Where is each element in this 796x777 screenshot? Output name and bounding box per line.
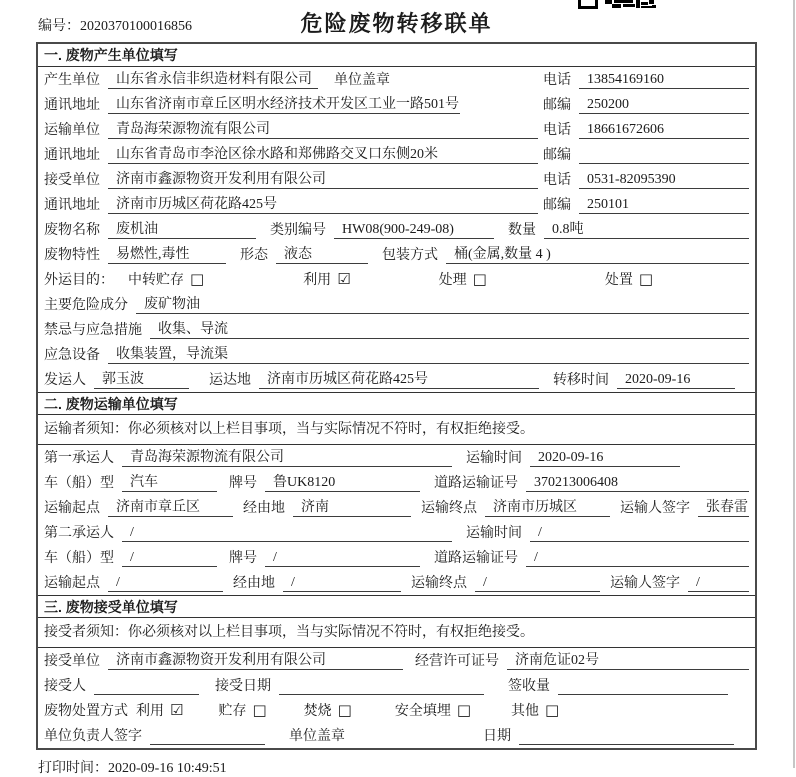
disposal-method-row xyxy=(38,698,755,723)
sign-date-label: 日期 xyxy=(483,729,511,744)
plate1-value: 鲁UK8120 xyxy=(265,471,420,492)
transporter-phone-value: 18661672606 xyxy=(579,122,749,139)
document-header xyxy=(36,0,757,42)
shipper-row xyxy=(38,367,755,392)
quantity-label: 数量 xyxy=(508,223,536,238)
via1-value: 济南 xyxy=(293,496,411,517)
taboo-measures-label: 禁忌与应急措施 xyxy=(44,323,142,338)
unit-seal-label: 单位盖章 xyxy=(289,729,345,744)
form-label: 形态 xyxy=(240,248,268,263)
purpose-option-label: 利用 xyxy=(303,273,332,288)
zip-label: 邮编 xyxy=(543,148,571,163)
via-label: 经由地 xyxy=(243,501,285,516)
disposal-option-label: 利用 xyxy=(136,704,164,719)
transporter-zip-value xyxy=(579,163,749,164)
print-time-value: 2020-09-16 10:49:51 xyxy=(108,761,227,776)
transport-time-label: 运输时间 xyxy=(466,451,522,466)
purpose-option-utilize xyxy=(303,269,350,289)
vehicle-type-label: 车（船）型 xyxy=(44,476,114,491)
endpoint-label: 运输终点 xyxy=(421,501,477,516)
waste-traits-label: 废物特性 xyxy=(44,248,100,263)
print-time-line xyxy=(36,750,757,777)
origin1-value: 济南市章丘区 xyxy=(108,496,233,517)
producer-address-row xyxy=(38,92,755,117)
receive-date-value xyxy=(279,694,484,695)
disposal-option-storage xyxy=(218,700,266,720)
transfer-time-value: 2020-09-16 xyxy=(617,372,735,389)
taboo-measures-row xyxy=(38,317,755,342)
route1-row xyxy=(38,495,755,520)
second-carrier-value: / xyxy=(122,525,452,542)
purpose-option-label: 处理 xyxy=(438,273,467,288)
carrier-sign-label: 运输人签字 xyxy=(620,501,690,516)
packing-value: 桶(金属,数量 4 ) xyxy=(446,243,749,264)
page-edge-divider xyxy=(793,0,795,768)
vehicle2-row xyxy=(38,545,755,570)
manifest-table xyxy=(36,42,757,750)
checkbox-unchecked-icon: □ xyxy=(638,269,654,288)
endpoint2-value: / xyxy=(475,575,600,592)
category-code-value: HW08(900-249-08) xyxy=(334,222,494,239)
phone-label: 电话 xyxy=(543,123,571,138)
waste-traits-row xyxy=(38,242,755,267)
via-label: 经由地 xyxy=(233,576,275,591)
origin-label: 运输起点 xyxy=(44,501,100,516)
checkbox-unchecked-icon: □ xyxy=(190,269,205,288)
leader-signature-row xyxy=(38,723,755,748)
unit-seal-label: 单位盖章 xyxy=(334,73,390,88)
waste-name-label: 废物名称 xyxy=(44,223,100,238)
transporter-unit-label: 运输单位 xyxy=(44,123,100,138)
first-carrier-label: 第一承运人 xyxy=(44,451,114,466)
vehicle1-row xyxy=(38,470,755,495)
receiving-unit-value: 济南市鑫源物资开发利用有限公司 xyxy=(108,649,403,670)
receiver-address-row xyxy=(38,192,755,217)
producer-unit-label: 产生单位 xyxy=(44,73,100,88)
receiver-phone-value: 0531-82095390 xyxy=(579,172,749,189)
checkbox-unchecked-icon: □ xyxy=(545,700,560,719)
purpose-option-transit-storage xyxy=(128,269,204,289)
transporter-address-value: 山东省青岛市李沧区徐水路和郑佛路交叉口东侧20米 xyxy=(108,143,538,164)
receiver-unit-label: 接受单位 xyxy=(44,173,100,188)
shipper-label: 发运人 xyxy=(44,373,86,388)
receiver-person-row xyxy=(38,673,755,698)
route2-row xyxy=(38,570,755,595)
via2-value: / xyxy=(283,575,401,592)
plate2-value: / xyxy=(265,550,420,567)
transporter-address-row xyxy=(38,142,755,167)
document-number-value: 2020370100016856 xyxy=(80,19,192,34)
checkbox-unchecked-icon: □ xyxy=(472,269,487,288)
producer-unit-row xyxy=(38,67,755,92)
emergency-equipment-label: 应急设备 xyxy=(44,348,100,363)
section1-header: 一. 废物产生单位填写 xyxy=(38,44,755,67)
carrier-sign1-value: 张春雷 xyxy=(698,496,749,517)
zip-label: 邮编 xyxy=(543,198,571,213)
producer-zip-value: 250200 xyxy=(579,97,749,114)
transfer-purpose-label: 外运目的： xyxy=(44,273,114,288)
receiver-unit-row xyxy=(38,167,755,192)
endpoint-label: 运输终点 xyxy=(411,576,467,591)
address-label: 通讯地址 xyxy=(44,148,100,163)
document-number-label: 编号： xyxy=(38,19,80,34)
vehicle-type1-value: 汽车 xyxy=(122,471,217,492)
zip-label: 邮编 xyxy=(543,98,571,113)
second-carrier-row xyxy=(38,520,755,545)
waste-name-value: 废机油 xyxy=(108,218,256,239)
receiver-address-value: 济南市历城区荷花路425号 xyxy=(108,193,538,214)
producer-unit-value: 山东省永信非织造材料有限公司 xyxy=(108,68,318,89)
vehicle-type2-value: / xyxy=(122,550,217,567)
plate-label: 牌号 xyxy=(229,476,257,491)
destination-value: 济南市历城区荷花路425号 xyxy=(259,368,539,389)
origin2-value: / xyxy=(108,575,223,592)
purpose-option-label: 中转贮存 xyxy=(128,273,184,288)
transporter-unit-row xyxy=(38,117,755,142)
received-qty-label: 签收量 xyxy=(508,679,550,694)
waste-traits-value: 易燃性,毒性 xyxy=(108,243,226,264)
hazard-component-label: 主要危险成分 xyxy=(44,298,128,313)
plate-label: 牌号 xyxy=(229,551,257,566)
checkbox-checked-icon: ☑ xyxy=(170,700,184,719)
receiver-person-value xyxy=(94,694,199,695)
transport-time1-value: 2020-09-16 xyxy=(530,450,680,467)
road-permit2-value: / xyxy=(526,550,749,567)
manifest-document xyxy=(36,0,757,777)
page-title: 危险废物转移联单 xyxy=(300,11,493,36)
receiver-notice: 接受者须知：你必须核对以上栏目事项，当与实际情况不符时，有权拒绝接受。 xyxy=(38,618,755,648)
disposal-option-label: 贮存 xyxy=(218,704,247,719)
carrier-sign-label: 运输人签字 xyxy=(610,576,680,591)
transport-time-label: 运输时间 xyxy=(466,526,522,541)
disposal-option-label: 焚烧 xyxy=(303,704,332,719)
sign-date-value xyxy=(519,744,734,745)
disposal-option-incinerate xyxy=(304,700,352,720)
license-label: 经营许可证号 xyxy=(415,654,499,669)
receiver-person-label: 接受人 xyxy=(44,679,86,694)
disposal-option-landfill xyxy=(395,700,471,720)
purpose-option-dispose xyxy=(605,269,653,289)
category-code-label: 类别编号 xyxy=(270,223,326,238)
shipper-value: 郭玉波 xyxy=(94,368,189,389)
disposal-option-label: 其他 xyxy=(511,704,540,719)
receive-date-label: 接受日期 xyxy=(215,679,271,694)
road-permit1-value: 370213006408 xyxy=(526,475,749,492)
hazard-component-row xyxy=(38,292,755,317)
print-time-label: 打印时间： xyxy=(38,761,108,776)
second-carrier-label: 第二承运人 xyxy=(44,526,114,541)
section3-header: 三. 废物接受单位填写 xyxy=(38,595,755,618)
quantity-value: 0.8吨 xyxy=(544,218,749,239)
disposal-option-label: 安全填埋 xyxy=(394,704,451,719)
receiver-unit-value: 济南市鑫源物资开发利用有限公司 xyxy=(108,168,538,189)
transporter-notice: 运输者须知：你必须核对以上栏目事项，当与实际情况不符时，有权拒绝接受。 xyxy=(38,415,755,445)
taboo-measures-value: 收集、导流 xyxy=(150,318,749,339)
emergency-equipment-value: 收集装置，导流渠 xyxy=(108,343,749,364)
emergency-equipment-row xyxy=(38,342,755,367)
license-value: 济南危证02号 xyxy=(507,649,749,670)
waste-name-row xyxy=(38,217,755,242)
transfer-purpose-row xyxy=(38,267,755,292)
receiver-zip-value: 250101 xyxy=(579,197,749,214)
transport-time2-value: / xyxy=(530,525,749,542)
packing-label: 包装方式 xyxy=(382,248,438,263)
form-value: 液态 xyxy=(276,243,368,264)
leader-signature-label: 单位负责人签字 xyxy=(44,729,142,744)
phone-label: 电话 xyxy=(543,73,571,88)
checkbox-unchecked-icon: □ xyxy=(456,700,472,719)
producer-phone-value: 13854169160 xyxy=(579,72,749,89)
first-carrier-value: 青岛海荣源物流有限公司 xyxy=(122,446,452,467)
transporter-unit-value: 青岛海荣源物流有限公司 xyxy=(108,118,538,139)
first-carrier-row xyxy=(38,445,755,470)
section2-header: 二. 废物运输单位填写 xyxy=(38,392,755,415)
receiving-unit-label: 接受单位 xyxy=(44,654,100,669)
checkbox-unchecked-icon: □ xyxy=(337,700,352,719)
disposal-option-utilize xyxy=(136,700,183,720)
address-label: 通讯地址 xyxy=(44,98,100,113)
receiving-unit-row xyxy=(38,648,755,673)
vehicle-type-label: 车（船）型 xyxy=(44,551,114,566)
disposal-option-other xyxy=(511,700,559,720)
hazard-component-value: 废矿物油 xyxy=(136,293,749,314)
purpose-option-treat xyxy=(439,269,487,289)
qr-code-fragment-icon xyxy=(578,0,656,9)
origin-label: 运输起点 xyxy=(44,576,100,591)
road-permit-label: 道路运输证号 xyxy=(434,551,518,566)
leader-signature-value xyxy=(150,744,265,745)
road-permit-label: 道路运输证号 xyxy=(434,476,518,491)
checkbox-checked-icon: ☑ xyxy=(337,269,351,288)
checkbox-unchecked-icon: □ xyxy=(252,700,267,719)
endpoint1-value: 济南市历城区 xyxy=(485,496,610,517)
received-qty-value xyxy=(558,694,728,695)
address-label: 通讯地址 xyxy=(44,198,100,213)
purpose-option-label: 处置 xyxy=(604,273,633,288)
producer-address-value: 山东省济南市章丘区明水经济技术开发区工业一路501号 xyxy=(108,93,460,114)
transfer-time-label: 转移时间 xyxy=(553,373,609,388)
phone-label: 电话 xyxy=(543,173,571,188)
disposal-method-label: 废物处置方式 xyxy=(44,704,128,719)
destination-label: 运达地 xyxy=(209,373,251,388)
carrier-sign2-value: / xyxy=(688,575,749,592)
